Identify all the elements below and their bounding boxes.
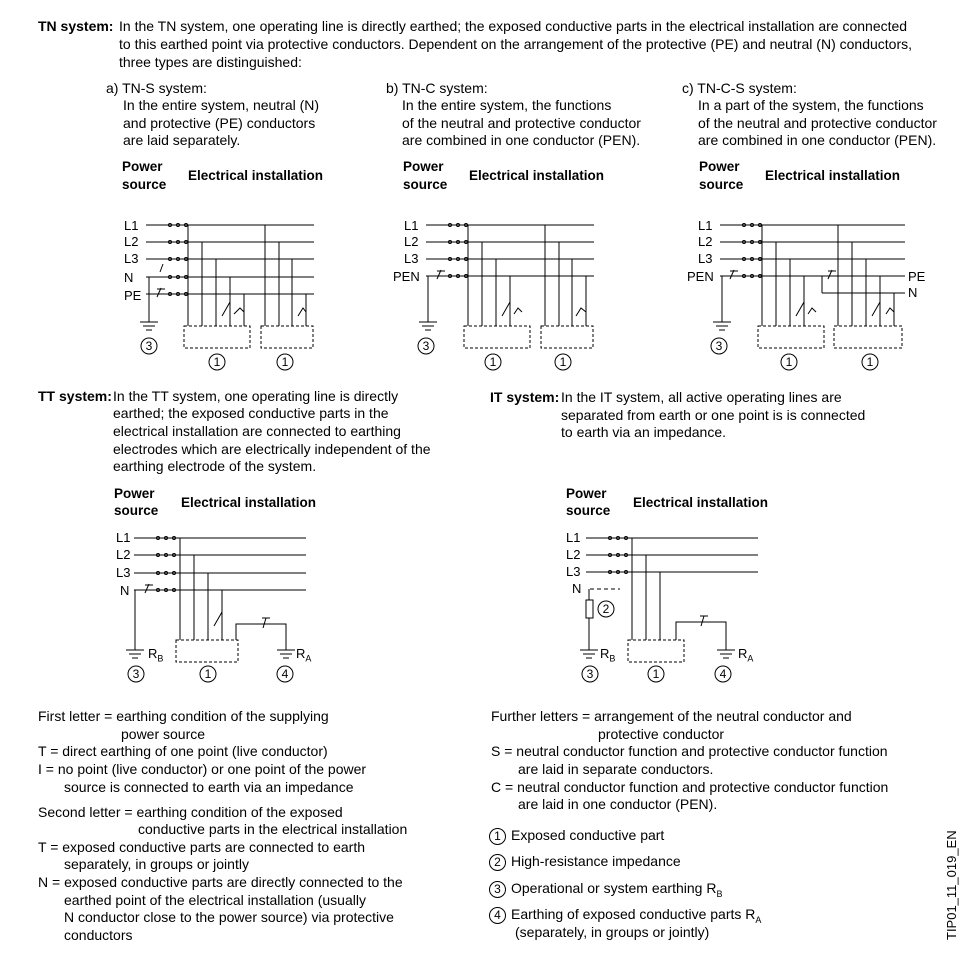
key-item-4-line-2: (separately, in groups or jointly) <box>515 924 710 940</box>
tncs-power-source: Power <box>699 159 740 174</box>
legend-left-row: N conductor close to the power source) via protective <box>64 909 394 925</box>
tn-text-line-3: three types are distinguished: <box>119 54 302 70</box>
tns-marker-3: 3 <box>145 339 153 353</box>
it-rb: $R_B$ <box>600 646 616 664</box>
tt-n: N <box>120 583 130 598</box>
legend-left-row: conductive parts in the electrical installation <box>138 821 408 837</box>
legend-left-row: I = no point (live conductor) or one point of the power <box>38 761 367 777</box>
legend-left-row: source is connected to earth via an impedance <box>64 779 354 795</box>
it-marker-3: 3 <box>586 667 594 681</box>
it-marker-2: 2 <box>602 602 610 616</box>
legend-right-row: are laid in separate conductors. <box>518 761 714 777</box>
tncs-line-2: of the neutral and protective conductor <box>698 115 937 131</box>
tnc-line-1: In the entire system, the functions <box>402 97 612 113</box>
tt-l1: L1 <box>116 530 131 545</box>
tnc-power-source-2: source <box>403 177 448 192</box>
it-electrical-installation: Electrical installation <box>633 495 769 510</box>
tt-text-line-1: In the TT system, one operating line is directly <box>113 388 399 404</box>
tt-power-source-2: source <box>114 503 159 518</box>
it-text-line-2: separated from earth or one point is is connected <box>561 407 866 423</box>
tnc-l1: L1 <box>404 218 419 233</box>
tns-line-1: In the entire system, neutral (N) <box>123 97 320 113</box>
tncs-power-source-2: source <box>699 177 744 192</box>
tn-text-line-2: to this earthed point via protective conductors. Dependent on the arrangement of the protective (PE) and neutral (N) conductors, <box>119 36 913 52</box>
tncs-line-3: are combined in one conductor (PEN). <box>698 132 937 148</box>
tnc-l2: L2 <box>404 234 419 249</box>
tnc-electrical-installation: Electrical installation <box>469 168 605 183</box>
tt-power-source: Power <box>114 486 155 501</box>
it-marker-1: 1 <box>652 667 660 681</box>
tnc-pen: PEN <box>393 269 420 284</box>
tns-power-source-2: source <box>122 177 167 192</box>
tnc-title: b) TN-C system: <box>386 80 488 96</box>
it-marker-4: 4 <box>719 667 727 681</box>
tt-text-line-5: earthing electrode of the system. <box>113 458 317 474</box>
tt-l2: L2 <box>116 547 131 562</box>
tt-label: TT system: <box>38 388 112 404</box>
tt-text-line-4: electrodes which are electrically independent of the <box>113 441 431 457</box>
legend-left-row: earthed point of the electrical installation (usually <box>64 892 366 908</box>
legend-right-row: S = neutral conductor function and protective conductor function <box>491 743 888 759</box>
tt-marker-1: 1 <box>204 667 212 681</box>
key-item-2: 2 High-resistance impedance <box>489 853 681 871</box>
tns-l1: L1 <box>124 218 139 233</box>
tncs-marker-3: 3 <box>715 339 723 353</box>
tncs-diagram <box>713 224 905 349</box>
legend-left-row: T = direct earthing of one point (live conductor) <box>38 743 328 759</box>
tnc-power-source: Power <box>403 159 444 174</box>
tt-l3: L3 <box>116 565 131 580</box>
it-l2: L2 <box>566 547 581 562</box>
tt-ra: $R_A$ <box>296 646 312 664</box>
tncs-l1: L1 <box>698 218 713 233</box>
legend-right-row: protective conductor <box>598 726 725 742</box>
it-power-source: Power <box>566 486 607 501</box>
it-text-line-3: to earth via an impedance. <box>561 424 726 440</box>
tns-n: N <box>124 270 134 285</box>
key-item-1: 1 Exposed conductive part <box>489 827 664 845</box>
tt-marker-4: 4 <box>281 667 289 681</box>
tns-marker-1a: 1 <box>213 355 221 369</box>
legend-left-row: conductors <box>64 927 133 943</box>
it-l3: L3 <box>566 564 581 579</box>
tt-text-line-3: electrical installation are connected to earthing <box>113 423 401 439</box>
tncs-electrical-installation: Electrical installation <box>765 168 901 183</box>
legend-left-row: power source <box>121 726 206 742</box>
tns-marker-1b: 1 <box>281 355 289 369</box>
it-power-source-2: source <box>566 503 611 518</box>
tncs-title: c) TN-C-S system: <box>682 80 797 96</box>
legend-left-row: N = exposed conductive parts are directly connected to the <box>38 874 403 890</box>
legend-left-row: First letter = earthing condition of the supplying <box>38 708 329 724</box>
tt-text-line-2: earthed; the exposed conductive parts in the <box>113 405 389 421</box>
tncs-marker-1a: 1 <box>785 355 793 369</box>
tncs-pe-right: PE <box>908 269 926 284</box>
legend-right-row: C = neutral conductor function and protective conductor function <box>491 779 889 795</box>
tns-power-source: Power <box>122 159 163 174</box>
tns-pe: PE <box>124 288 142 303</box>
tncs-l2: L2 <box>698 234 713 249</box>
tncs-n-right: N <box>908 285 918 300</box>
tnc-marker-1a: 1 <box>489 355 497 369</box>
tns-l3: L3 <box>124 251 139 266</box>
it-n: N <box>572 581 582 596</box>
tncs-line-1: In a part of the system, the functions <box>698 97 924 113</box>
legend-right-row: are laid in one conductor (PEN). <box>518 796 718 812</box>
it-diagram <box>580 537 758 663</box>
tns-electrical-installation: Electrical installation <box>188 168 324 183</box>
tt-diagram <box>126 537 306 663</box>
tn-text-line-1: In the TN system, one operating line is directly earthed; the exposed conductive parts in the electrical installation are connected <box>119 18 908 34</box>
legend-right-row: Further letters = arrangement of the neutral conductor and <box>491 708 852 724</box>
tns-line-3: are laid separately. <box>123 132 241 148</box>
legend-left-row: Second letter = earthing condition of the exposed <box>38 804 343 820</box>
legend-left-row: T = exposed conductive parts are connected to earth <box>38 839 366 855</box>
tnc-marker-1b: 1 <box>559 355 567 369</box>
tnc-marker-3: 3 <box>422 339 430 353</box>
legend-left-row: separately, in groups or jointly <box>64 856 249 872</box>
tt-rb: $R_B$ <box>148 646 164 664</box>
tns-diagram <box>140 224 314 349</box>
figure-id: TIP01_11_019_EN <box>944 830 959 940</box>
it-l1: L1 <box>566 530 581 545</box>
it-text-line-1: In the IT system, all active operating lines are <box>561 389 842 405</box>
tn-label: TN system: <box>38 18 114 34</box>
it-ra: $R_A$ <box>738 646 754 664</box>
tns-line-2: and protective (PE) conductors <box>123 115 316 131</box>
key-item-4: 4 Earthing of exposed conductive parts $R_A$ <box>489 906 761 929</box>
tnc-l3: L3 <box>404 251 419 266</box>
tns-title: a) TN-S system: <box>106 80 207 96</box>
marker-circles <box>128 338 878 682</box>
tnc-line-3: are combined in one conductor (PEN). <box>402 132 641 148</box>
tnc-line-2: of the neutral and protective conductor <box>402 115 641 131</box>
tt-electrical-installation: Electrical installation <box>181 495 317 510</box>
it-label: IT system: <box>490 389 560 405</box>
tncs-pen: PEN <box>687 269 714 284</box>
tncs-l3: L3 <box>698 251 713 266</box>
tnc-diagram <box>419 224 594 349</box>
tncs-marker-1b: 1 <box>866 355 874 369</box>
tns-l2: L2 <box>124 234 139 249</box>
key-item-3: 3 Operational or system earthing $R_B$ <box>489 880 722 903</box>
tt-marker-3: 3 <box>132 667 140 681</box>
